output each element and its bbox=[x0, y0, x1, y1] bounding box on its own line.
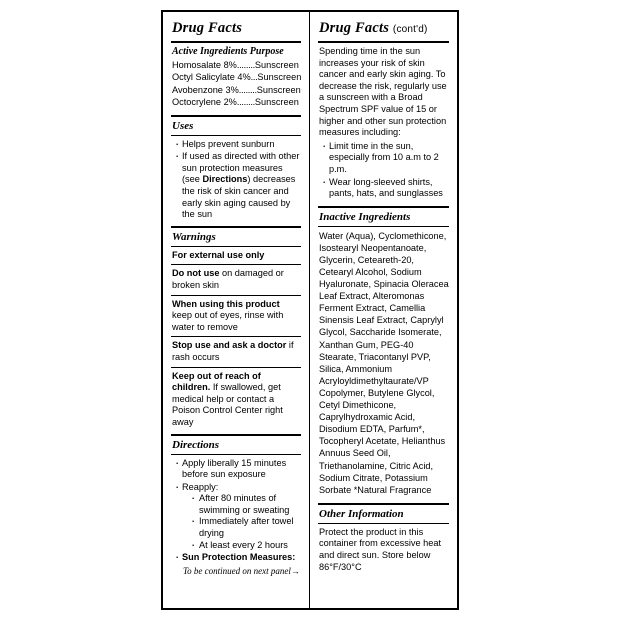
divider bbox=[171, 295, 301, 296]
directions-list bbox=[171, 458, 301, 564]
warning-text: keep out of eyes, rinse with water to remove bbox=[172, 310, 284, 332]
warning-text: on damaged or broken skin bbox=[172, 268, 284, 290]
warning-item bbox=[172, 371, 301, 429]
drug-facts-right-column bbox=[310, 12, 457, 608]
reapply-text: Immediately after towel drying bbox=[199, 516, 294, 539]
ingredient-name: Octyl Salicylate 4% bbox=[172, 72, 251, 83]
sun-protection-measures-label: Sun Protection Measures: bbox=[182, 552, 296, 563]
use-text: Helps prevent sunburn bbox=[182, 138, 275, 149]
active-ingredients-heading: Active Ingredients Purpose bbox=[172, 46, 284, 57]
list-item bbox=[320, 141, 449, 176]
warning-text: if rash occurs bbox=[172, 340, 294, 362]
bullet-text: Limit time in the sun, especially from 10 a.m to 2 p.m. bbox=[329, 140, 439, 174]
warning-item bbox=[172, 340, 301, 363]
drug-facts-left-column bbox=[163, 12, 310, 608]
uses-heading: Uses bbox=[172, 119, 194, 132]
inactive-ingredients-heading: Inactive Ingredients bbox=[319, 210, 411, 223]
title-cont-text: (cont'd) bbox=[392, 24, 428, 35]
active-ingredient-row bbox=[172, 59, 301, 71]
divider bbox=[171, 41, 301, 43]
list-item bbox=[173, 458, 301, 481]
divider bbox=[171, 454, 301, 455]
list-item bbox=[190, 540, 301, 552]
list-item bbox=[173, 552, 301, 564]
ingredient-dots: ........ bbox=[236, 97, 255, 108]
divider bbox=[318, 41, 449, 43]
ingredient-purpose: Sunscreen bbox=[254, 97, 299, 108]
ingredient-dots: ........ bbox=[238, 84, 257, 95]
warning-bold: Keep out of reach of children. bbox=[172, 370, 261, 393]
ingredient-purpose: Sunscreen bbox=[257, 72, 302, 83]
list-item bbox=[190, 516, 301, 539]
divider bbox=[171, 434, 301, 436]
sun-protection-bullets bbox=[318, 141, 449, 200]
page-title-cont bbox=[319, 20, 449, 37]
divider bbox=[171, 246, 301, 247]
list-item: · If used as directed with other sun protection measures (see Directions) decreases the risk of skin cancer and early skin aging caused by the sun bbox=[173, 151, 301, 221]
active-ingredient-row bbox=[172, 71, 301, 83]
divider bbox=[318, 226, 449, 227]
divider bbox=[171, 135, 301, 136]
divider bbox=[171, 336, 301, 337]
direction-text: Reapply: bbox=[182, 481, 219, 492]
active-ingredient-row bbox=[172, 96, 301, 108]
warning-text: If swallowed, get medical help or contact a Poison Control Center right away bbox=[172, 382, 283, 427]
direction-text: Apply liberally 15 minutes before sun exposure bbox=[182, 457, 287, 480]
warnings-heading: Warnings bbox=[172, 230, 216, 243]
other-information-text: Protect the product in this container from excessive heat and direct sun. Store below 86°F/30°C bbox=[319, 526, 442, 572]
warning-bold: Stop use and ask a doctor bbox=[172, 340, 287, 351]
ingredient-name: Avobenzone 3% bbox=[172, 84, 239, 95]
reapply-text: At least every 2 hours bbox=[199, 539, 288, 550]
active-ingredient-row bbox=[172, 84, 301, 96]
warning-item bbox=[172, 250, 301, 262]
ingredient-name: Homosalate 8% bbox=[172, 60, 237, 70]
warning-item bbox=[172, 268, 301, 291]
divider bbox=[171, 226, 301, 228]
ingredient-name: Octocrylene 2% bbox=[172, 97, 237, 108]
ingredient-dots: ... bbox=[250, 72, 258, 83]
uses-list bbox=[171, 139, 301, 221]
divider bbox=[318, 503, 449, 505]
divider bbox=[171, 115, 301, 117]
warning-bold: When using this product bbox=[172, 298, 280, 309]
reapply-text: After 80 minutes of swimming or sweating bbox=[199, 493, 290, 515]
continued-note: To be continued on next panel→ bbox=[183, 565, 300, 576]
other-information-heading: Other Information bbox=[319, 507, 404, 520]
bullet-text: Wear long-sleeved shirts, pants, hats, and sunglasses bbox=[329, 176, 443, 199]
reapply-sublist bbox=[182, 493, 301, 551]
list-item bbox=[173, 139, 301, 151]
ingredient-purpose: Sunscreen bbox=[254, 60, 299, 70]
divider bbox=[318, 206, 449, 208]
drug-facts-panel bbox=[161, 10, 459, 610]
inactive-ingredients-text: Water (Aqua), Cyclomethicone, Isostearyl Neopentanoate, Glycerin, Ceteareth-20, Cetearyl Alcohol, Sodium Hyaluronate, Spinacia Oleracea Leaf Extract, Alteromonas Ferment Extract, Camellia Sinensis Leaf Extract, Caprylyl Glycol, Saccharide Isomerate, Xanthan Gum, PEG-40 Stearate, Triacontanyl PVP, Silica, Ammonium Acryloyldimethyltaurate/VP Copolymer, Butylene Glycol, Cetyl Dimethicone, Caprylhydroxamic Acid, Disodium EDTA, Parfum*, Tocopheryl Acetate, Helianthus Annuus Seed Oil, Triethanolamine, Citric Acid, Sodium Citrate, Potassium Sorbate *Natural Fragrance bbox=[319, 230, 449, 495]
list-item bbox=[173, 482, 301, 552]
list-item bbox=[320, 177, 449, 200]
divider bbox=[318, 523, 449, 524]
directions-reference: Directions bbox=[202, 174, 248, 185]
ingredient-dots: ........ bbox=[236, 60, 255, 70]
divider bbox=[171, 367, 301, 368]
warning-bold: Do not use bbox=[172, 268, 220, 279]
list-item bbox=[190, 493, 301, 516]
sun-protection-measures-text: Spending time in the sun increases your risk of skin cancer and early skin aging. To decrease the risk, regularly use a sunscreen with a Broad Spectrum SPF value of 15 or higher and other sun protection measures including: bbox=[319, 46, 447, 138]
warning-item bbox=[172, 299, 301, 334]
page-title: Drug Facts bbox=[172, 20, 243, 36]
directions-heading: Directions bbox=[172, 438, 220, 451]
divider bbox=[171, 264, 301, 265]
ingredient-purpose: Sunscreen bbox=[256, 84, 301, 95]
title-text: Drug Facts bbox=[319, 20, 390, 36]
warning-bold: For external use only bbox=[172, 249, 265, 260]
